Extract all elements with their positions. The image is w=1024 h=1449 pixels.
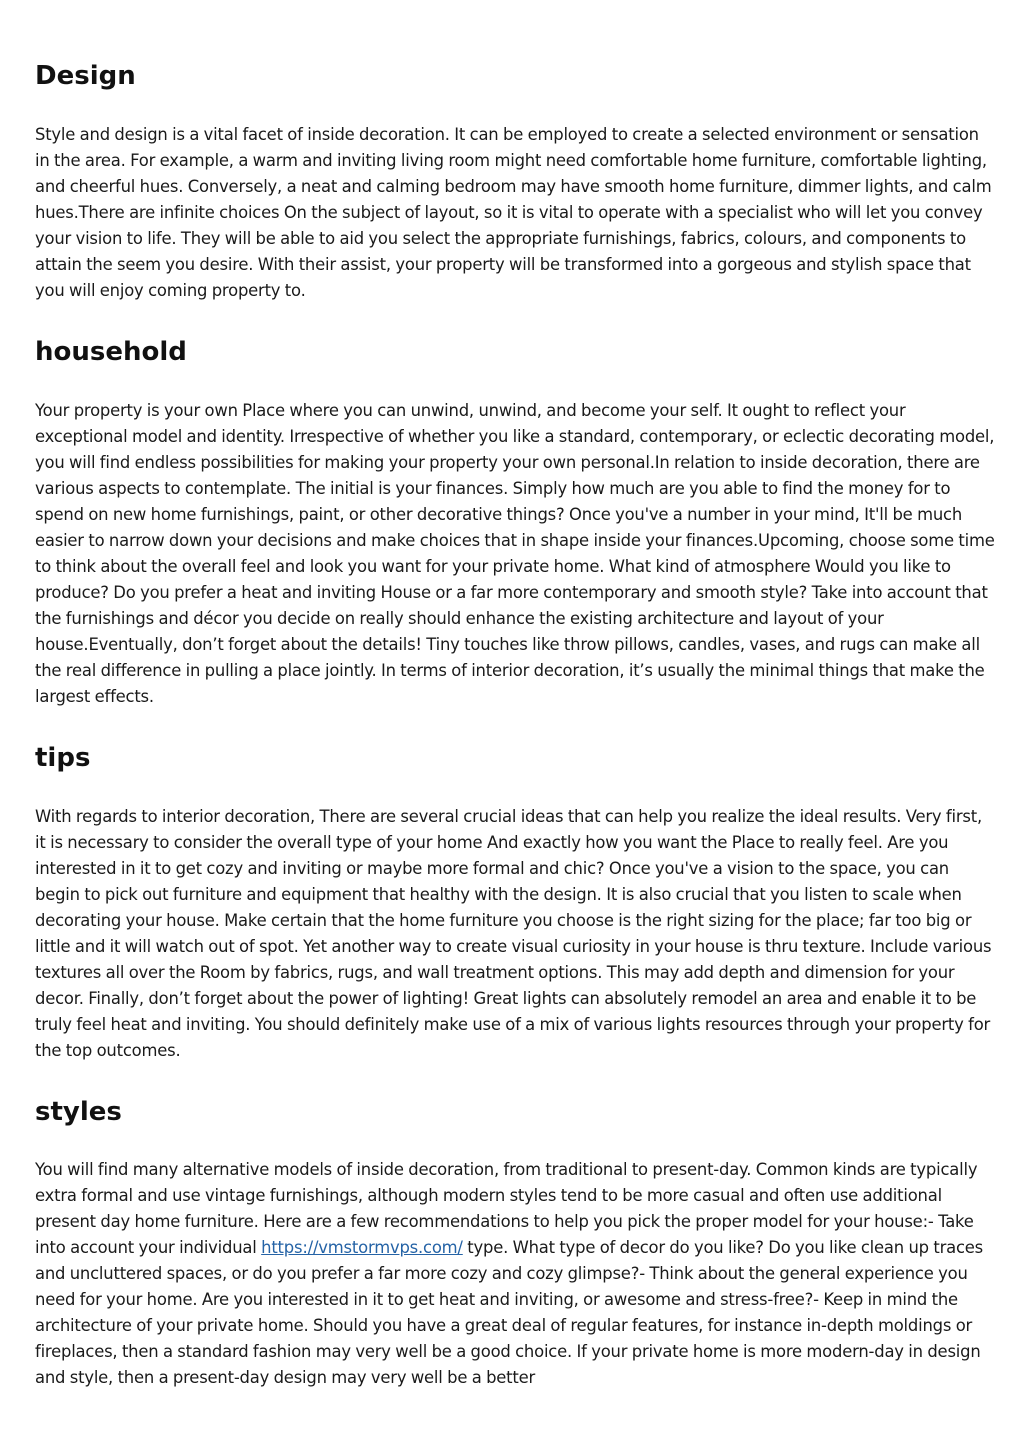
section-heading-styles: styles	[35, 1097, 122, 1127]
styles-body-text-before-link: You will find many alternative models of inside decoration, from traditional to present-day. Common kinds are typically extra formal and use vintage furnishings, although modern styles tend to be more casual and often use additional present day home furniture. Here are a few recommendations to help you pick the proper model for your house:- Take into account your individual	[35, 1160, 978, 1257]
section-heading-household: household	[35, 337, 187, 367]
section-heading-tips: tips	[35, 743, 91, 773]
section-body-household: Your property is your own Place where you can unwind, unwind, and become your self. It ought to reflect your exceptional model and identity. Irrespective of whether you like a standard, contemporary, or eclectic decorating model, you will find endless possibilities for making your property your own personal.In relation to inside decoration, there are various aspects to contemplate. The initial is your finances. Simply how much are you able to find the money for to spend on new home furnishings, paint, or other decorative things? Once you've a number in your mind, It'll be much easier to narrow down your decisions and make choices that in shape inside your finances.Upcoming, choose some time to think about the overall feel and look you want for your private home. What kind of atmosphere Would you like to produce? Do you prefer a heat and inviting House or a far more contemporary and smooth style? Take into account that the furnishings and décor you decide on really should enhance the existing architecture and layout of your house.Eventually, don’t forget about the details! Tiny touches like throw pillows, candles, vases, and rugs can make all the real difference in pulling a place jointly. In terms of interior decoration, it’s usually the minimal things that make the largest effects.	[35, 401, 995, 706]
section-heading-design: Design	[35, 61, 136, 91]
styles-body-text-after-link: type. What type of decor do you like? Do you like clean up traces and uncluttered spaces, or do you prefer a far more cozy and cozy glimpse?- Think about the general experience you need for your home. Are you interested in it to get heat and inviting, or awesome and stress-free?- Keep in mind the architecture of your private home. Should you have a great deal of regular features, for instance in-depth moldings or fireplaces, then a standard fashion may very well be a good choice. If your private home is more modern-day in design and style, then a present-day design may very well be a better	[35, 1238, 984, 1387]
section-body-styles	[35, 1157, 995, 1391]
section-body-design: Style and design is a vital facet of inside decoration. It can be employed to create a selected environment or sensation in the area. For example, a warm and inviting living room might need comfortable home furniture, comfortable lighting, and cheerful hues. Conversely, a neat and calming bedroom may have smooth home furniture, dimmer lights, and calm hues.There are infinite choices On the subject of layout, so it is vital to operate with a specialist who will let you convey your vision to life. They will be able to aid you select the appropriate furnishings, fabrics, colours, and components to attain the seem you desire. With their assist, your property will be transformed into a gorgeous and stylish space that you will enjoy coming property to.	[35, 125, 992, 300]
vmstormvps-link[interactable]: https://vmstormvps.com/	[261, 1238, 463, 1257]
section-body-tips: With regards to interior decoration, There are several crucial ideas that can help you realize the ideal results. Very first, it is necessary to consider the overall type of your home And exactly how you want the Place to really feel. Are you interested in it to get cozy and inviting or maybe more formal and chic? Once you've a vision to the space, you can begin to pick out furniture and equipment that healthy with the design. It is also crucial that you listen to scale when decorating your house. Make certain that the home furniture you choose is the right sizing for the place; far too big or little and it will watch out of spot. Yet another way to create visual curiosity in your house is thru texture. Include various textures all over the Room by fabrics, rugs, and wall treatment options. This may add depth and dimension for your decor. Finally, don’t forget about the power of lighting! Great lights can absolutely remodel an area and enable it to be truly feel heat and inviting. You should definitely make use of a mix of various lights resources through your property for the top outcomes.	[35, 807, 992, 1060]
